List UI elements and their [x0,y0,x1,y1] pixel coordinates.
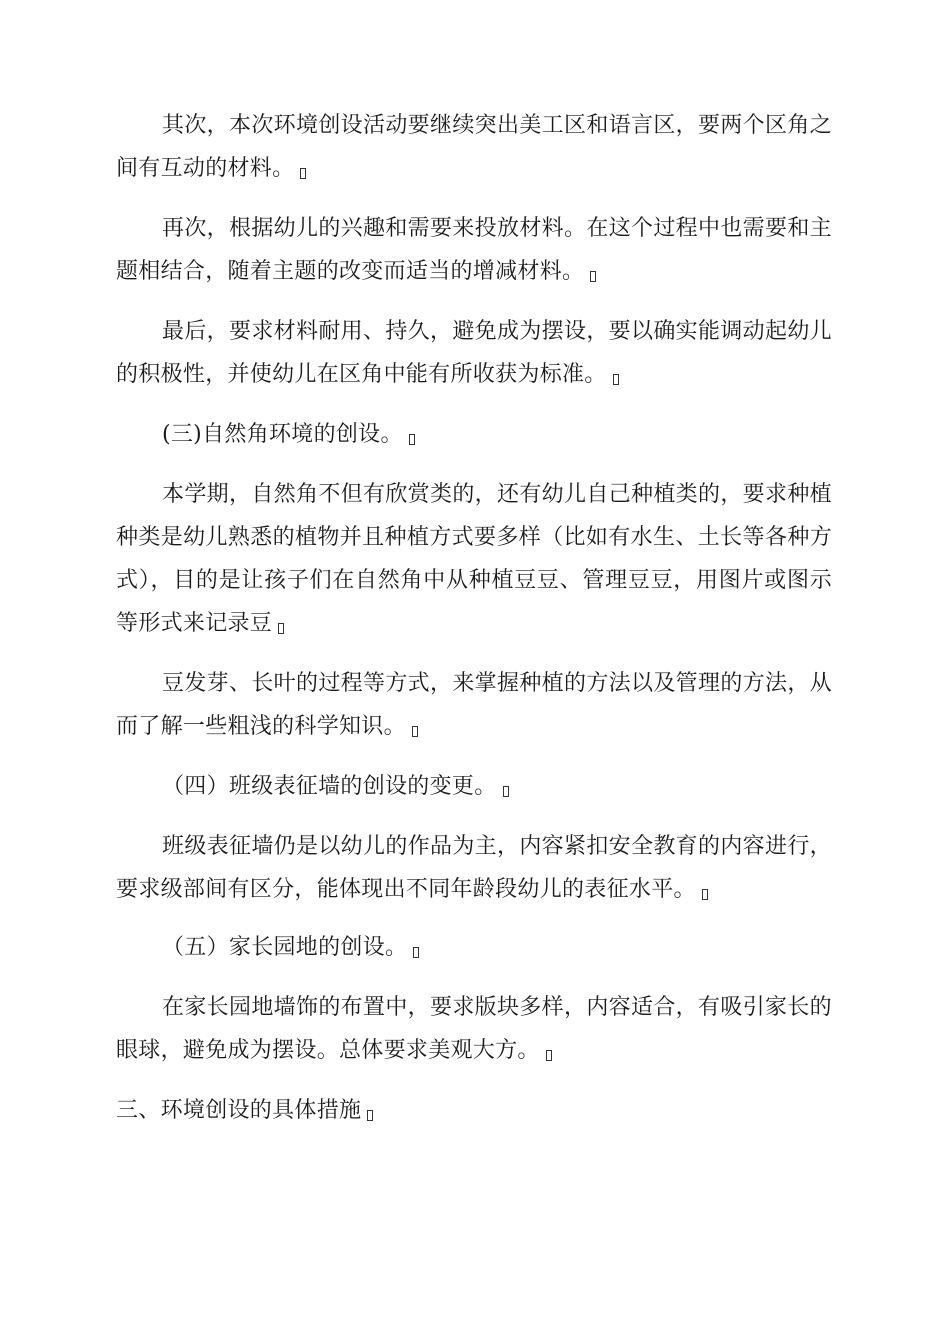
paragraph-end-mark [702,889,708,900]
paragraph-2-text: 再次，根据幼儿的兴趣和需要来投放材料。在这个过程中也需要和主题相结合，随着主题的改变而适当的增减材料。 [116,216,832,284]
paragraph-end-mark [278,623,284,634]
paragraph-7-text: （四）班级表征墙的创设的变更。 [162,774,497,799]
paragraph-end-mark [412,726,418,737]
paragraph-1-text: 其次，本次环境创设活动要继续突出美工区和语言区，要两个区角之间有互动的材料。 [116,113,832,181]
paragraph-5 [116,473,832,645]
paragraph-10-text: 在家长园地墙饰的布置中，要求版块多样，内容适合，有吸引家长的眼球，避免成为摆设。总体要求美观大方。 [116,995,832,1063]
paragraph-end-mark [546,1050,552,1061]
paragraph-5-text: 本学期，自然角不但有欣赏类的，还有幼儿自己种植类的，要求种植种类是幼儿熟悉的植物并且种植方式要多样（比如有水生、土长等各种方式），目的是让孩子们在自然角中从种植豆豆、管理豆豆，用图片或图示等形式来记录豆 [116,482,832,636]
paragraph-9-heading [116,926,832,969]
paragraph-end-mark [409,434,415,445]
paragraph-end-mark [613,374,619,385]
paragraph-end-mark [413,947,419,958]
paragraph-6-text: 豆发芽、长叶的过程等方式，来掌握种植的方法以及管理的方法，从而了解一些粗浅的科学知识。 [116,671,832,739]
paragraph-end-mark [503,786,509,797]
paragraph-3-text: 最后，要求材料耐用、持久，避免成为摆设，要以确实能调动起幼儿的积极性，并使幼儿在区角中能有所收获为标准。 [116,319,832,387]
paragraph-end-mark [367,1110,373,1121]
paragraph-4-heading [116,413,832,456]
paragraph-1 [116,104,832,190]
paragraph-end-mark [300,168,306,179]
paragraph-8-text: 班级表征墙仍是以幼儿的作品为主，内容紧扣安全教育的内容进行，要求级部间有区分，能体现出不同年龄段幼儿的表征水平。 [116,834,832,902]
paragraph-10 [116,986,832,1072]
paragraph-3 [116,310,832,396]
paragraph-9-text: （五）家长园地的创设。 [162,935,408,960]
paragraph-7-heading [116,765,832,808]
section-heading-text: 三、环境创设的具体措施 [116,1098,362,1123]
paragraph-6 [116,662,832,748]
paragraph-4-text: (三)自然角环境的创设。 [162,422,403,447]
section-heading [116,1089,832,1132]
paragraph-8 [116,825,832,911]
paragraph-2 [116,207,832,293]
paragraph-end-mark [590,271,596,282]
